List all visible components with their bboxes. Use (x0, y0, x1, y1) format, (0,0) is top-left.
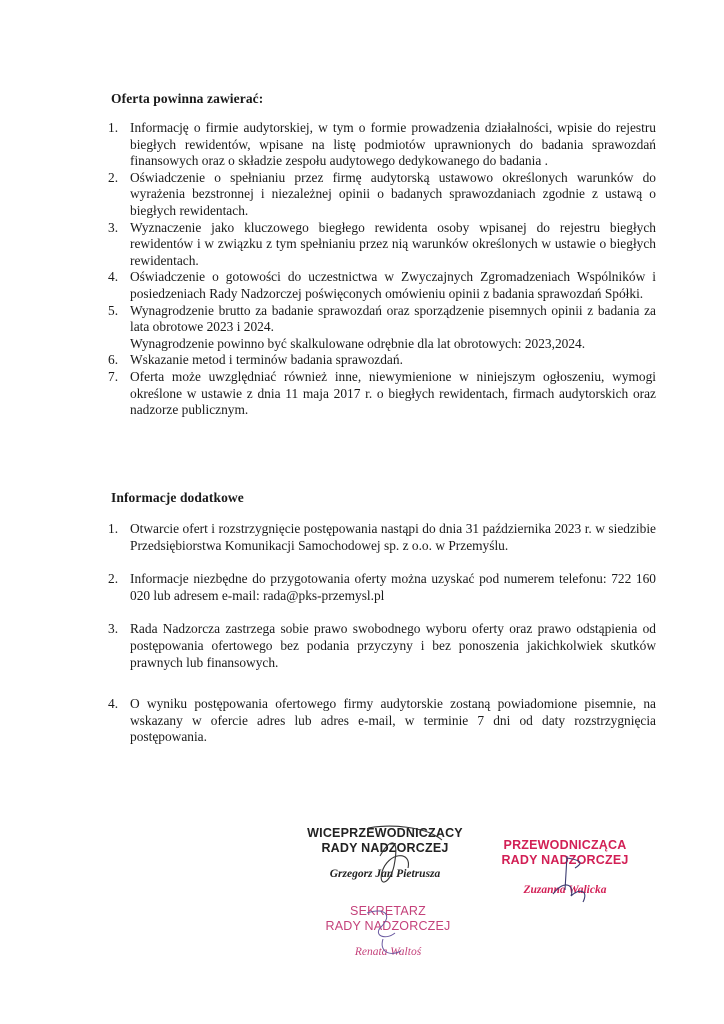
stamp-name: Renata Waltoś (354, 946, 422, 958)
list-item (108, 696, 656, 746)
item-text: O wyniku postępowania ofertowego firmy audytorskie zostaną powiadomione pisemnie, na wskazany w ofercie adres lub adres e-mail, w terminie 7 dni od daty rozstrzygnięcia postępowania. (130, 696, 656, 745)
stamp-line-1: PRZEWODNICZĄCA (503, 838, 627, 852)
list-item (108, 521, 656, 554)
item-text: Informacje niezbędne do przygotowania oferty można uzyskać pod numerem telefonu: 722 160 020 lub adresem e-mail: rada@pks-przemysl.pl (130, 571, 656, 603)
stamp-name: Grzegorz Jan Pietrusza (329, 868, 441, 880)
item-text: Wynagrodzenie brutto za badanie sprawozdań oraz sporządzenie pisemnych opinii z badania za lata obrotowe 2023 i 2024. (130, 302, 656, 335)
list-item (108, 621, 656, 671)
item-text: Oświadczenie o gotowości do uczestnictwa w Zwyczajnych Zgromadzeniach Wspólników i posiedzeniach Rady Nadzorczej poświęconych omówieniu opinii z badania sprawozdań Spółki. (130, 269, 656, 301)
stamp-line-2: RADY NADZORCZEJ (501, 853, 629, 867)
item-number: 6. (108, 352, 119, 368)
list-item (108, 352, 656, 369)
vice-chair-stamp (300, 826, 470, 880)
item-number: 2. (108, 571, 119, 587)
list-item (108, 303, 656, 353)
item-text: Oferta może uwzględniać również inne, niewymienione w niniejszym ogłoszeniu, wymogi określone w ustawie z dnia 11 maja 2017 r. o biegłych rewidentach, firmach audytorskich oraz nadzorze publicznym. (130, 368, 656, 418)
item-text-extra: Wynagrodzenie powinno być skalkulowane odrębnie dla lat obrotowych: 2023,2024. (130, 335, 586, 351)
list-item (108, 269, 656, 302)
item-number: 1. (108, 120, 119, 135)
stamp-line-2: RADY NADZORCZEJ (325, 919, 451, 933)
list-item (108, 120, 656, 170)
item-text: Wskazanie metod i terminów badania sprawozdań. (130, 352, 403, 368)
stamp-line-1: SEKRETARZ (350, 904, 426, 918)
info-list (108, 521, 656, 763)
item-text: Wyznaczenie jako kluczowego biegłego rewidenta osoby wpisanej do rejestru biegłych rewidentów i w związku z tym spełnianiu przez nią warunków określonych w ustawie o biegłych rewidentach. (130, 219, 656, 268)
item-number: 3. (108, 621, 119, 637)
list-item (108, 220, 656, 270)
stamp-name: Zuzanna Walicka (523, 884, 607, 896)
info-heading: Informacje dodatkowe (111, 490, 244, 505)
list-item (108, 170, 656, 220)
chair-stamp (495, 838, 635, 896)
item-text: Otwarcie ofert i rozstrzygnięcie postępowania nastąpi do dnia 31 października 2023 r. w siedzibie Przedsiębiorstwa Komunikacji Samochodowej sp. z o.o. w Przemyślu. (130, 521, 656, 553)
item-number: 3. (108, 219, 119, 235)
offer-list (108, 120, 656, 419)
item-number: 1. (108, 521, 119, 536)
stamp-line-2: RADY NADZORCZEJ (321, 841, 449, 855)
item-number: 7. (108, 368, 119, 384)
item-number: 5. (108, 302, 119, 318)
item-number: 4. (108, 269, 119, 285)
stamp-line-1: WICEPRZEWODNICZACY (307, 826, 463, 840)
item-number: 2. (108, 169, 119, 185)
item-text: Rada Nadzorcza zastrzega sobie prawo swobodnego wyboru oferty oraz prawo odstąpienia od postępowania ofertowego bez podania przyczyny i bez ponoszenia jakichkolwiek skutków prawnych lub finansowych. (130, 621, 656, 670)
item-number: 4. (108, 696, 119, 712)
list-item (108, 571, 656, 604)
list-item (108, 369, 656, 419)
item-text: Informację o firmie audytorskiej, w tym o formie prowadzenia działalności, wpisie do rejestru biegłych rewidentów, wpisane na listę podmiotów uprawnionych do badania sprawozdań finansowych oraz o składzie zespołu audytowego dedykowanego do badania . (130, 120, 656, 169)
item-text: Oświadczenie o spełnianiu przez firmę audytorską ustawowo określonych warunków do wyrażenia bezstronnej i niezależnej opinii o badanych sprawozdaniach zgodnie z ustawą o biegłych rewidentach. (130, 169, 656, 218)
offer-heading: Oferta powinna zawierać: (111, 91, 264, 106)
secretary-stamp (318, 904, 458, 958)
